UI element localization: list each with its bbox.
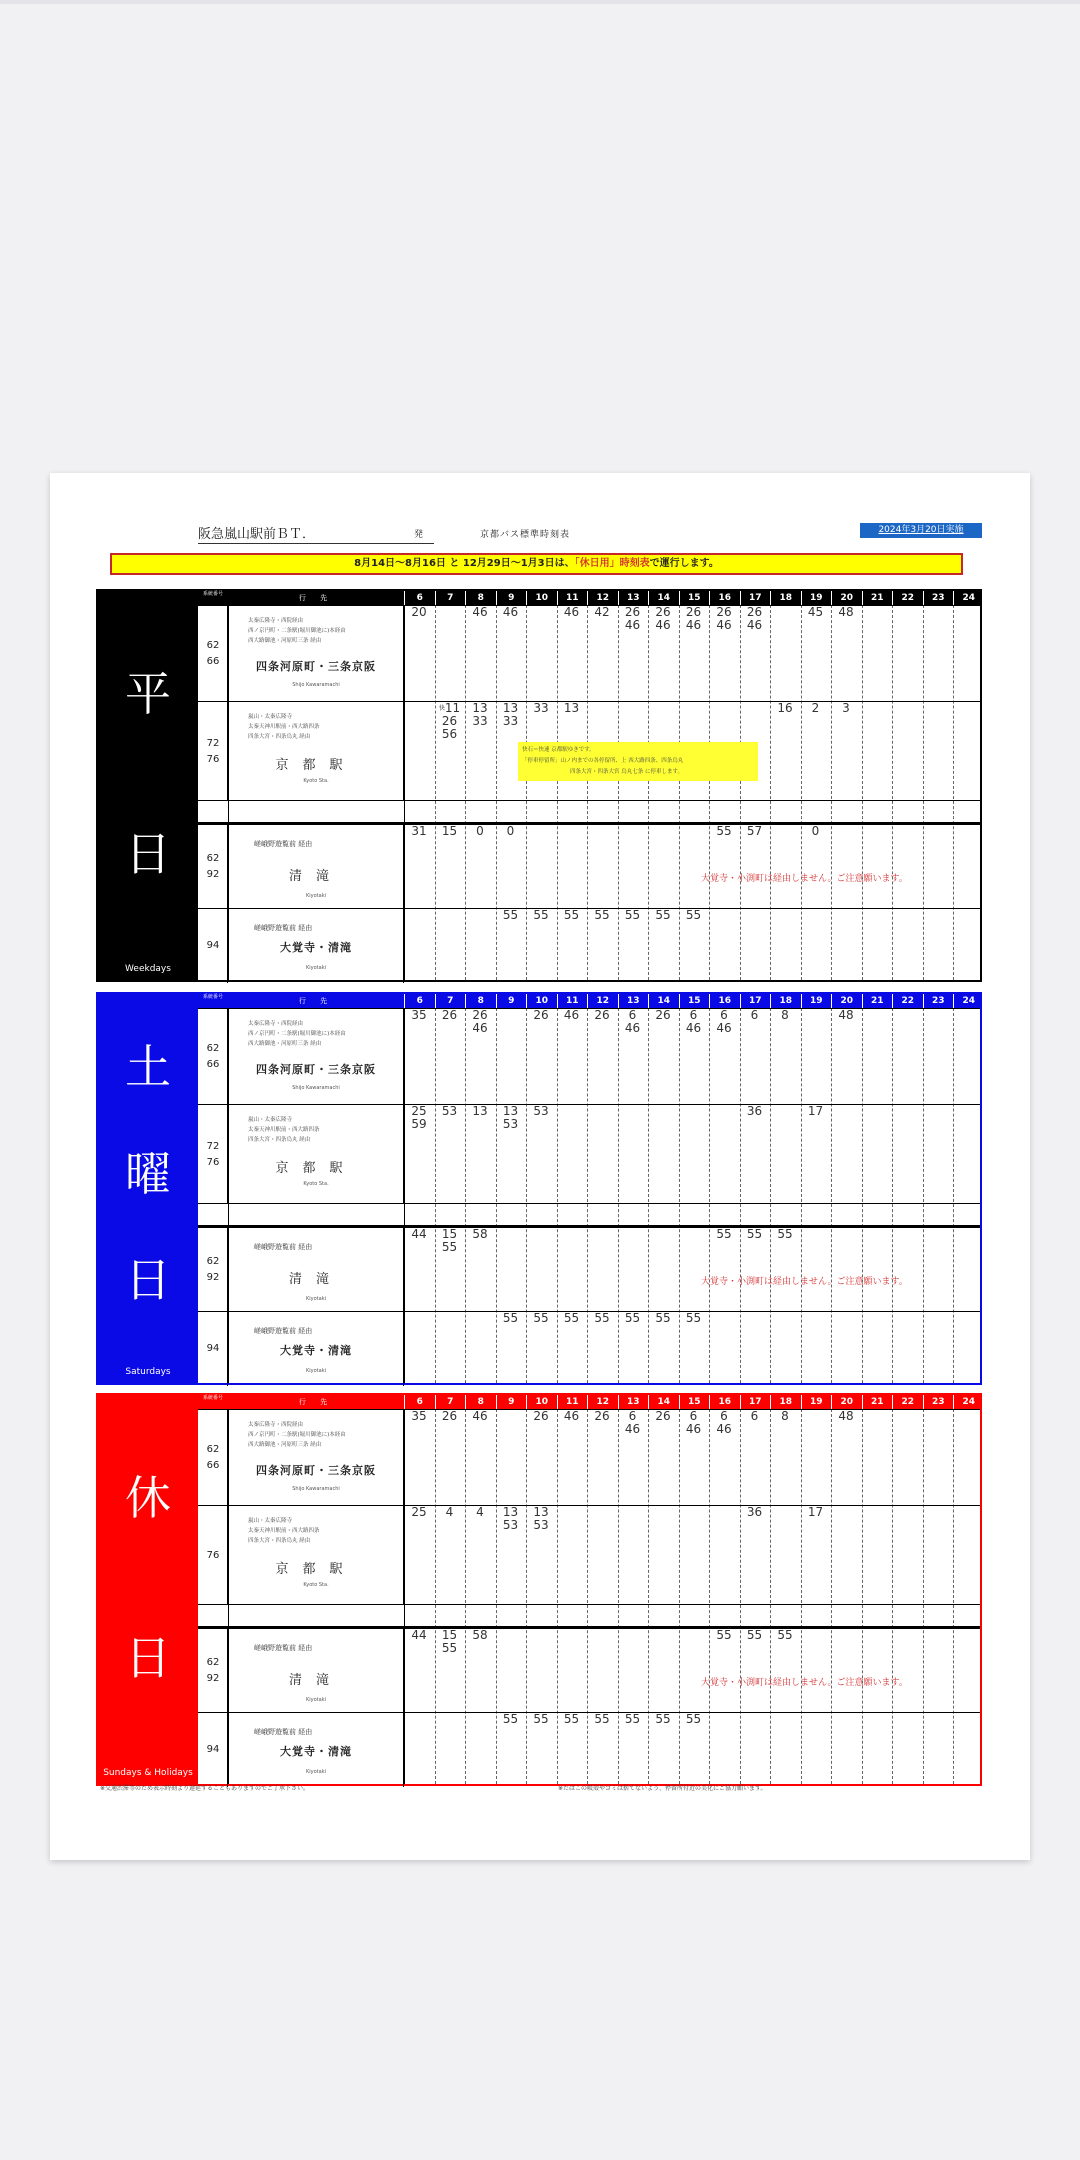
route-number: 66	[206, 1460, 220, 1471]
departure-minute: 46	[563, 1409, 580, 1423]
hour-12: 12	[587, 1395, 618, 1409]
route-row-kiyotaki	[198, 1227, 980, 1312]
route-number: 76	[206, 1156, 220, 1168]
hour-9: 9	[496, 591, 527, 605]
route-row-kyoto	[198, 701, 980, 801]
route-numbers	[198, 1228, 228, 1312]
hour-10: 10	[526, 591, 557, 605]
departure-minute: 8	[781, 1008, 789, 1022]
route-number: 62	[206, 853, 220, 864]
hour-24: 24	[953, 1395, 984, 1409]
destination-cell	[228, 702, 404, 801]
departure-minute: 55	[716, 1227, 732, 1241]
destination-via-lines: 太秦広隆寺・西院経由 西ノ京円町・二条駅(堀川御池に)本経由 西大路御池・河原町三条 経由	[248, 1021, 346, 1047]
hour-8: 8	[465, 994, 496, 1008]
route-number: 92	[206, 1673, 220, 1684]
route-numbers	[198, 1410, 228, 1506]
hour-21: 21	[862, 591, 893, 605]
departure-label: 発	[414, 530, 424, 540]
route-number: 94	[206, 1343, 220, 1354]
route-number: 92	[206, 869, 220, 880]
departure-minute: 4	[445, 1505, 454, 1519]
hour-12: 12	[587, 591, 618, 605]
departure-minute: 26 46	[746, 605, 763, 632]
notice-highlight: 「休日用」時刻表	[574, 558, 650, 569]
departure-minute: 57	[746, 824, 763, 838]
departure-minute: 55	[777, 1227, 793, 1241]
destination-romaji: Kiyotaki	[306, 1368, 326, 1374]
departure-minute: 26	[533, 1008, 549, 1022]
departure-minute: 36	[746, 1104, 763, 1118]
destination-name: 四条河原町・三条京阪	[256, 1063, 376, 1076]
route-number: 62	[206, 1043, 220, 1054]
section-holiday	[96, 1393, 982, 1786]
departure-minute: 55	[655, 1311, 671, 1325]
destination-romaji: Shijo Kawaramachi	[292, 682, 340, 688]
route-numbers	[198, 1713, 228, 1787]
hour-20: 20	[831, 994, 862, 1008]
departure-minute: 55	[563, 908, 580, 922]
row-separator-thick	[198, 1626, 980, 1628]
destination-romaji: Kiyotaki	[306, 965, 326, 971]
route-numbers	[198, 1105, 228, 1204]
row-separator	[198, 1604, 980, 1605]
hour-6: 6	[404, 1395, 435, 1409]
departure-minute: 48	[838, 605, 854, 619]
hour-8: 8	[465, 591, 496, 605]
departure-minute: 26 46	[472, 1008, 488, 1035]
hour-9: 9	[496, 1395, 527, 1409]
departure-minute: 55	[502, 1311, 519, 1325]
departure-minute: 13 53	[502, 1505, 519, 1532]
route-numbers	[198, 1506, 228, 1605]
departure-minute: 6 46	[624, 1409, 641, 1436]
departure-minute: 26 46	[655, 605, 671, 632]
departure-minute: 55	[624, 1311, 641, 1325]
departure-minute: 58	[472, 1628, 488, 1642]
destination-header: 行 先	[298, 997, 334, 1005]
destination-name: 清滝	[288, 1673, 343, 1688]
departure-minute: 13 33	[472, 701, 488, 728]
destination-name: 四条河原町・三条京阪	[256, 660, 376, 673]
hour-11: 11	[557, 591, 588, 605]
route-number: 76	[206, 1549, 220, 1561]
departure-minute: 26 46	[624, 605, 641, 632]
destination-cell	[228, 606, 404, 702]
route-number: 62	[206, 1444, 220, 1455]
section-saturday	[96, 992, 982, 1385]
departure-minute: 33	[533, 701, 549, 715]
hour-7: 7	[435, 1395, 466, 1409]
hour-14: 14	[648, 1395, 679, 1409]
express-note-box: 快石＝快速 京都駅ゆきです。 「停車停留所」山ノ内までの各停留所、上 西大路四条、四条烏丸 四条大宮・四条大宮 烏丸七条 に停車します。	[518, 742, 758, 781]
day-english-label: Sundays & Holidays	[103, 1767, 193, 1778]
departure-minute: 46	[472, 605, 488, 619]
departure-minute: 2	[811, 701, 820, 715]
route-numbers	[198, 606, 228, 702]
departure-minute: 26	[533, 1409, 549, 1423]
hour-24: 24	[953, 591, 984, 605]
destination-romaji: Shijo Kawaramachi	[292, 1085, 340, 1091]
departure-minute: 20	[411, 605, 427, 619]
route-number: 94	[206, 940, 220, 951]
hour-15: 15	[679, 591, 710, 605]
section-weekday	[96, 589, 982, 982]
departure-minute: 26	[655, 1008, 671, 1022]
departure-minute: 44	[411, 1628, 427, 1642]
hour-13: 13	[618, 1395, 649, 1409]
departure-minute: 6 46	[716, 1008, 732, 1035]
route-numbers	[198, 1312, 228, 1386]
departure-minute: 55	[716, 1628, 732, 1642]
day-char: 日	[125, 827, 171, 881]
route-number: 66	[206, 1059, 220, 1070]
departure-minute: 46	[563, 1008, 580, 1022]
hour-7: 7	[435, 994, 466, 1008]
day-english-label: Saturdays	[125, 1366, 171, 1377]
destination-cell	[228, 1713, 404, 1787]
day-label-band	[98, 994, 198, 1383]
notice-text-1: 8月14日〜8月16日 と 12月29日〜1月3日は、	[354, 558, 575, 569]
hour-20: 20	[831, 591, 862, 605]
destination-cell	[228, 1312, 404, 1386]
hour-9: 9	[496, 994, 527, 1008]
hour-8: 8	[465, 1395, 496, 1409]
hour-18: 18	[770, 1395, 801, 1409]
route-row-kyoto	[198, 1104, 980, 1204]
destination-romaji: Kyoto Sta.	[303, 1582, 329, 1588]
notice-text-2: で運行します。	[649, 558, 719, 569]
departure-minute: 8	[781, 1409, 789, 1423]
departure-minute: 55	[502, 908, 519, 922]
destination-romaji: Kiyotaki	[306, 1296, 326, 1302]
departure-minute: 58	[472, 1227, 488, 1241]
departure-minute: 13	[563, 701, 580, 715]
route-number: 76	[206, 753, 220, 765]
hour-11: 11	[557, 994, 588, 1008]
departure-minute: 4	[476, 1505, 484, 1519]
departure-minute: 55	[655, 908, 671, 922]
hour-16: 16	[709, 1395, 740, 1409]
route-number-header: 系統番号	[202, 994, 223, 1000]
hour-14: 14	[648, 591, 679, 605]
route-number: 94	[206, 1744, 220, 1755]
row-separator-thick	[198, 1225, 980, 1227]
hour-15: 15	[679, 1395, 710, 1409]
departure-minute: 55	[746, 1227, 763, 1241]
day-char: 日	[125, 1253, 171, 1308]
departure-minute: 26 46	[685, 605, 702, 632]
departure-minute: 35	[411, 1008, 427, 1022]
departure-minute: 6 46	[685, 1409, 702, 1436]
destination-via: 嵯峨野遊覧前 経由	[254, 1243, 313, 1251]
station-name: 阪急嵐山駅前ＢＴ．	[198, 523, 434, 544]
hour-19: 19	[801, 994, 832, 1008]
departure-minute: 46	[563, 605, 580, 619]
hour-21: 21	[862, 1395, 893, 1409]
hour-22: 22	[892, 1395, 923, 1409]
route-number: 72	[206, 1140, 220, 1152]
departure-minute: 55	[594, 1712, 610, 1726]
day-english-label: Weekdays	[125, 963, 171, 974]
hour-19: 19	[801, 1395, 832, 1409]
departure-minute: 55	[777, 1628, 793, 1642]
hour-23: 23	[923, 591, 954, 605]
departure-minute: 53	[441, 1104, 458, 1118]
departure-minute: 55	[716, 824, 732, 838]
departure-minute: 13 33	[502, 701, 519, 728]
route-row-kyoto	[198, 1505, 980, 1605]
hour-19: 19	[801, 591, 832, 605]
departure-minute: 6	[750, 1008, 759, 1022]
departure-minute: 55	[685, 908, 702, 922]
destination-name: 大覚寺・清滝	[280, 941, 352, 954]
destination-name: 清滝	[288, 1272, 343, 1287]
route-number: 66	[206, 656, 220, 667]
destination-via-lines: 嵐山・太秦広隆寺 太秦天神川駅前・西大路四条 四条大宮・四条烏丸 経由	[248, 1518, 320, 1544]
destination-name: 清滝	[288, 869, 343, 884]
departure-minute: 3	[842, 701, 850, 715]
departure-minute: 35	[411, 1409, 427, 1423]
departure-minute: 36	[746, 1505, 763, 1519]
departure-minute: 17	[807, 1505, 824, 1519]
route-row-shijo	[198, 605, 980, 702]
departure-minute: 55	[502, 1712, 519, 1726]
departure-minute: 0	[476, 824, 484, 838]
hour-6: 6	[404, 994, 435, 1008]
route-row-kakujo	[198, 908, 980, 983]
effective-date-badge[interactable]: 2024年3月20日実施	[860, 523, 982, 538]
departure-minute: 26	[441, 1008, 458, 1022]
departure-minute: 15 55	[441, 1628, 458, 1655]
hour-11: 11	[557, 1395, 588, 1409]
destination-cell	[228, 1410, 404, 1506]
hour-21: 21	[862, 994, 893, 1008]
timetable-title: 京都バス標準時刻表	[480, 530, 571, 540]
hour-20: 20	[831, 1395, 862, 1409]
hour-17: 17	[740, 1395, 771, 1409]
departure-minute: 26	[655, 1409, 671, 1423]
route-numbers	[198, 702, 228, 801]
destination-via-lines: 嵐山・太秦広隆寺 太秦天神川駅前・西大路四条 四条大宮・四条烏丸 経由	[248, 1117, 320, 1143]
destination-cell	[228, 1629, 404, 1713]
route-row-shijo	[198, 1409, 980, 1506]
departure-minute: 17	[807, 1104, 824, 1118]
destination-cell	[228, 1506, 404, 1605]
destination-via-lines: 太秦広隆寺・西院経由 西ノ京円町・二条駅(堀川御池に)本経由 西大路御池・河原町三条 経由	[248, 618, 346, 644]
departure-minute: 46	[472, 1409, 488, 1423]
departure-minute: 0	[506, 824, 515, 838]
destination-cell	[228, 1009, 404, 1105]
hour-12: 12	[587, 994, 618, 1008]
route-number: 72	[206, 737, 220, 749]
route-row-kiyotaki	[198, 824, 980, 909]
hour-13: 13	[618, 591, 649, 605]
departure-minute: 55	[563, 1712, 580, 1726]
destination-via: 嵯峨野遊覧前 経由	[254, 840, 313, 848]
departure-minute: 31	[411, 824, 427, 838]
footnote-left: ※交通渋滞等のため表示時刻より遅延することもありますのでご了承下さい。	[100, 1785, 310, 1792]
route-number-header: 系統番号	[202, 591, 223, 597]
destination-cell	[228, 825, 404, 909]
hour-24: 24	[953, 994, 984, 1008]
hour-17: 17	[740, 994, 771, 1008]
day-label-band	[98, 1395, 198, 1784]
destination-name: 大覚寺・清滝	[280, 1344, 352, 1357]
holiday-notice-banner	[110, 553, 963, 575]
departure-minute: 13	[472, 1104, 488, 1118]
hour-7: 7	[435, 591, 466, 605]
departure-minute: 55	[624, 1712, 641, 1726]
departure-minute: 0	[811, 824, 820, 838]
departure-minute: 48	[838, 1008, 854, 1022]
destination-cell	[228, 1228, 404, 1312]
departure-minute: 55	[533, 1712, 549, 1726]
hour-22: 22	[892, 994, 923, 1008]
departure-minute: 26	[441, 1409, 458, 1423]
row-separator	[198, 1203, 980, 1204]
departure-minute: 6 46	[685, 1008, 702, 1035]
hour-16: 16	[709, 994, 740, 1008]
hour-23: 23	[923, 1395, 954, 1409]
departure-minute: 55	[655, 1712, 671, 1726]
day-char: 曜	[125, 1146, 171, 1201]
departure-minute: 42	[594, 605, 610, 619]
departure-minute: 46	[502, 605, 519, 619]
departure-minute: 25	[411, 1505, 427, 1519]
hour-10: 10	[526, 994, 557, 1008]
departure-minute: 55	[563, 1311, 580, 1325]
timetable-sheet	[50, 473, 1030, 1860]
destination-romaji: Kiyotaki	[306, 1697, 326, 1703]
departure-minute: $^快$11 26 56	[438, 701, 461, 741]
departure-minute: 13 53	[502, 1104, 519, 1131]
day-label-band	[98, 591, 198, 980]
destination-via: 嵯峨野遊覧前 経由	[254, 924, 313, 932]
destination-via-lines: 嵐山・太秦広隆寺 太秦天神川駅前・西大路四条 四条大宮・四条烏丸 経由	[248, 714, 320, 740]
departure-minute: 26 46	[716, 605, 732, 632]
destination-header: 行 先	[298, 594, 334, 602]
departure-minute: 55	[533, 908, 549, 922]
destination-via: 嵯峨野遊覧前 経由	[254, 1644, 313, 1652]
departure-minute: 45	[807, 605, 824, 619]
destination-romaji: Kiyotaki	[306, 1769, 326, 1775]
destination-cell	[228, 909, 404, 983]
hour-header	[198, 591, 980, 605]
route-numbers	[198, 1629, 228, 1713]
destination-name: 京都駅	[275, 1562, 357, 1577]
departure-minute: 26	[594, 1008, 610, 1022]
departure-minute: 25 59	[411, 1104, 427, 1131]
hour-18: 18	[770, 994, 801, 1008]
hour-18: 18	[770, 591, 801, 605]
route-row-kakujo	[198, 1712, 980, 1787]
route-numbers	[198, 909, 228, 983]
hour-14: 14	[648, 994, 679, 1008]
route-number: 62	[206, 1657, 220, 1668]
route-number: 92	[206, 1272, 220, 1283]
hour-10: 10	[526, 1395, 557, 1409]
departure-minute: 44	[411, 1227, 427, 1241]
top-bar	[0, 0, 1080, 4]
hour-23: 23	[923, 994, 954, 1008]
kiyotaki-warning-note: 大覚寺・小渕町は経由しません。ご注意願います。	[701, 1678, 908, 1688]
departure-minute: 13 53	[533, 1505, 549, 1532]
destination-cell	[228, 1105, 404, 1204]
departure-minute: 53	[533, 1104, 549, 1118]
destination-via-lines: 太秦広隆寺・西院経由 西ノ京円町・二条駅(堀川御池に)本経由 西大路御池・河原町三条 経由	[248, 1422, 346, 1448]
route-numbers	[198, 1009, 228, 1105]
destination-header: 行 先	[298, 1398, 334, 1406]
departure-minute: 55	[685, 1712, 702, 1726]
destination-name: 京都駅	[275, 1161, 357, 1176]
route-row-shijo	[198, 1008, 980, 1105]
hour-header	[198, 994, 980, 1008]
route-row-kiyotaki	[198, 1628, 980, 1713]
departure-minute: 16	[777, 701, 793, 715]
row-separator-thick	[198, 822, 980, 824]
hour-16: 16	[709, 591, 740, 605]
footnote-right: ※たばこの吸殻やゴミは捨てないよう、停留所付近の美化にご協力願います。	[558, 1785, 767, 1792]
kiyotaki-warning-note: 大覚寺・小渕町は経由しません。ご注意願います。	[701, 1277, 908, 1287]
route-row-kakujo	[198, 1311, 980, 1386]
departure-minute: 6 46	[624, 1008, 641, 1035]
hour-17: 17	[740, 591, 771, 605]
destination-name: 京都駅	[275, 758, 357, 773]
route-number: 62	[206, 640, 220, 651]
departure-minute: 55	[624, 908, 641, 922]
departure-minute: 15 55	[441, 1227, 458, 1254]
departure-minute: 6 46	[716, 1409, 732, 1436]
destination-romaji: Shijo Kawaramachi	[292, 1486, 340, 1492]
hour-22: 22	[892, 591, 923, 605]
departure-minute: 48	[838, 1409, 854, 1423]
departure-minute: 55	[746, 1628, 763, 1642]
departure-minute: 55	[594, 908, 610, 922]
departure-minute: 55	[594, 1311, 610, 1325]
departure-minute: 55	[685, 1311, 702, 1325]
destination-via: 嵯峨野遊覧前 経由	[254, 1327, 313, 1335]
route-number: 62	[206, 1256, 220, 1267]
hour-6: 6	[404, 591, 435, 605]
departure-minute: 6	[750, 1409, 759, 1423]
destination-romaji: Kiyotaki	[306, 893, 326, 899]
route-number-header: 系統番号	[202, 1395, 223, 1401]
hour-header	[198, 1395, 980, 1409]
day-char: 土	[125, 1040, 171, 1094]
departure-minute: 15	[441, 824, 458, 838]
route-numbers	[198, 825, 228, 909]
kiyotaki-warning-note: 大覚寺・小渕町は経由しません。ご注意願います。	[701, 874, 908, 884]
departure-minute: 26	[594, 1409, 610, 1423]
day-char: 日	[125, 1631, 171, 1685]
destination-name: 大覚寺・清滝	[280, 1745, 352, 1758]
row-separator	[198, 800, 980, 801]
hour-15: 15	[679, 994, 710, 1008]
day-char: 平	[125, 667, 171, 721]
destination-name: 四条河原町・三条京阪	[256, 1464, 376, 1477]
departure-minute: 55	[533, 1311, 549, 1325]
destination-via: 嵯峨野遊覧前 経由	[254, 1728, 313, 1736]
hour-13: 13	[618, 994, 649, 1008]
destination-romaji: Kyoto Sta.	[303, 1181, 329, 1187]
destination-romaji: Kyoto Sta.	[303, 778, 329, 784]
day-char: 休	[125, 1471, 171, 1525]
